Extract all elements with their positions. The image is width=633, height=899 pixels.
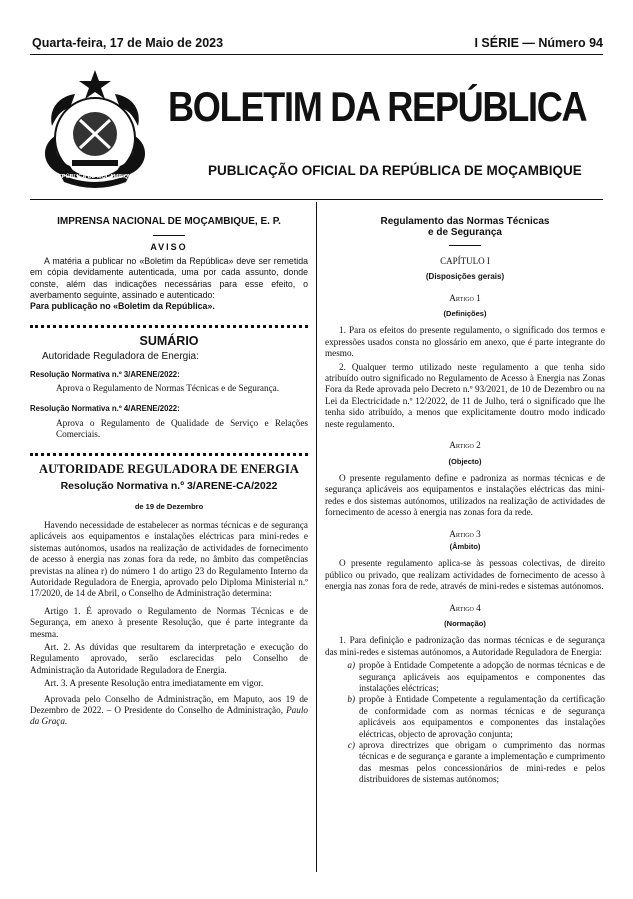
regulation-title-line2: e de Segurança xyxy=(428,227,502,239)
list-item-text: propõe à Entidade Competente a adopção de normas técnicas e de segurança aplicáveis aos equipamentos e componentes das instalações eléctricas; xyxy=(359,660,605,693)
aviso-bold: Para publicação no «Boletim da República». xyxy=(30,301,215,312)
article-3: Art. 3. A presente Resolução entra imediatamente em vigor. xyxy=(44,678,264,689)
issue-date: Quarta-feira, 17 de Maio de 2023 xyxy=(32,36,224,50)
article-1: Artigo 1. É aprovado o Regulamento de Normas Técnicas e de Segurança, em anexo à presente Resolução, que é parte integrante da mesma. xyxy=(30,605,308,639)
aviso-title: AVISO xyxy=(150,242,188,253)
column-divider xyxy=(316,202,317,872)
list-item-text: aprova directrizes que obrigam o cumprimento das normas técnicas e de segurança e garante a implementação e cumprimento das mesmas pelos concessionários de mini-redes e pelos distribuidores de sistemas autónomos; xyxy=(359,740,605,785)
aviso-text: A matéria a publicar no «Boletim da República» deve ser remetida em cópia devidamente autenticada, uma por cada assunto, donde conste, além das indicações necessárias para esse efeito, o averbamento seguinte, assinado e autenticado: xyxy=(30,255,308,301)
emblem-text: REPÚBLICA DE MOÇAMBIQUE xyxy=(54,174,136,180)
chapter-label: CAPÍTULO I xyxy=(440,255,490,266)
resolution-title: Resolução Normativa n.º 3/ARENE-CA/2022 xyxy=(60,480,278,493)
divider xyxy=(449,245,481,246)
article-title: (Âmbito) xyxy=(449,541,481,551)
sumario-title: SUMÁRIO xyxy=(139,333,199,348)
list-item xyxy=(325,694,605,740)
article-label: Artigo 2 xyxy=(449,440,481,451)
regulation-title: Regulamento das Normas Técnicas xyxy=(380,216,550,227)
approval: Aprovada pelo Conselho de Administração, em Maputo, aos 19 de Dezembro de 2022. – O Presidente do Conselho de Administração, Paulo da Graça. xyxy=(30,693,309,727)
emblem-icon xyxy=(30,66,160,192)
divider xyxy=(153,235,185,236)
preamble: Havendo necessidade de estabelecer as normas técnicas e de segurança aplicáveis aos equipamentos e instalações eléctricas para mini-redes e sistemas autónomos, usados na realização de actividades de fornecimento de acesso à energia nas zonas fora da rede, no âmbito das competências previstas na alínea r) do número 1 do artigo 23 do Regulamento Interno da Autoridade Reguladora de Energia, aprovado pelo Diploma Ministerial n.º 17/2020, de 14 de Abril, o Conselho de Administração determina: xyxy=(30,519,308,599)
article-2: Art. 2. As dúvidas que resultarem da interpretação e execução do Regulamento aprovado, serão esclarecidas pelo Conselho de Administração da Autoridade Reguladora de Energia. xyxy=(30,641,308,675)
sumario-desc: Aprova o Regulamento de Qualidade de Serviço e Relações Comerciais. xyxy=(56,417,308,440)
org-heading: AUTORIDADE REGULADORA DE ENERGIA xyxy=(39,461,299,476)
list-item xyxy=(325,740,605,786)
sumario-org: Autoridade Reguladora de Energia: xyxy=(42,351,199,363)
list-item-label: c) xyxy=(347,740,355,751)
article-paragraph: 1. Para definição e padronização das normas técnicas e de segurança das mini-redes e sistemas autónomos, a Autoridade Reguladora de Energia: xyxy=(325,635,605,657)
chapter-subtitle: (Disposições gerais) xyxy=(425,272,505,282)
list-item-text: propõe à Entidade Competente a regulamentação da certificação de conformidade com as normas técnicas e de segurança aplicáveis aos equipamentos e componentes das instalações eléctricas, objecto de aprovação conjunta; xyxy=(359,694,605,739)
issue-series: I SÉRIE — Número 94 xyxy=(474,36,603,50)
article-title: (Objecto) xyxy=(448,456,482,466)
sumario-ref: Resolução Normativa n.º 4/ARENE/2022: xyxy=(30,404,180,414)
publication-title: BOLETIM DA REPÚBLICA xyxy=(168,83,587,130)
resolution-date: de 19 de Dezembro xyxy=(134,501,204,511)
sumario-ref: Resolução Normativa n.º 3/ARENE/2022: xyxy=(30,369,180,379)
list-item-label: b) xyxy=(347,694,355,705)
dotted-divider xyxy=(30,453,308,456)
article-paragraph: 2. Qualquer termo utilizado neste regulamento a que tenha sido atribuído outro significado no Regulamento de Acesso à Energia nas Zonas Fora da Rede aprovada pelo Decreto n.º 93/2021, de 10 de Dezembro ou na Lei da Electricidade n.º 12/2022, de 11 de Julho, terá o significado que lhe tenha sido atribuído, a menos que explicitamente doutro modo indicado neste regulamento. xyxy=(325,361,605,429)
header-rule xyxy=(30,54,603,55)
masthead-rule xyxy=(30,199,603,200)
press-name: IMPRENSA NACIONAL DE MOÇAMBIQUE, E. P. xyxy=(57,216,281,227)
dotted-divider xyxy=(30,325,308,328)
article-label: Artigo 4 xyxy=(449,602,481,613)
right-column xyxy=(325,212,605,786)
publication-subtitle: PUBLICAÇÃO OFICIAL DA REPÚBLICA DE MOÇAMBIQUE xyxy=(208,163,582,178)
article-paragraph: O presente regulamento aplica-se às pessoas colectivas, de direito público ou privado, que realizam actividades de fornecimento de acesso à energia nas zonas fora de rede, através de mini-redes e sistemas autónomos. xyxy=(325,558,605,592)
left-column xyxy=(30,212,308,728)
masthead-topline xyxy=(32,36,603,54)
article-title: (Normação) xyxy=(444,618,486,628)
signatory: Paulo da Graça. xyxy=(30,705,309,727)
article-paragraph: 1. Para os efeitos do presente regulamento, o significado dos termos e expressões usados consta no glossário em anexo, que é parte integrante do mesmo. xyxy=(325,325,605,359)
sumario-desc: Aprova o Regulamento de Normas Técnicas e de Segurança. xyxy=(56,383,280,394)
article-label: Artigo 3 xyxy=(449,528,481,539)
article-paragraph: O presente regulamento define e padroniza as normas técnicas e de segurança aplicáveis aos equipamentos e instalações eléctricas das mini-redes e dos sistemas autónomos, utilizados na realização de actividades de fornecimento de acesso à energia nas zonas fora da rede. xyxy=(325,472,605,518)
article-title: (Definições) xyxy=(443,309,487,319)
list-item-label: a) xyxy=(347,660,355,671)
article-label: Artigo 1 xyxy=(449,292,481,303)
list-item xyxy=(325,660,605,694)
